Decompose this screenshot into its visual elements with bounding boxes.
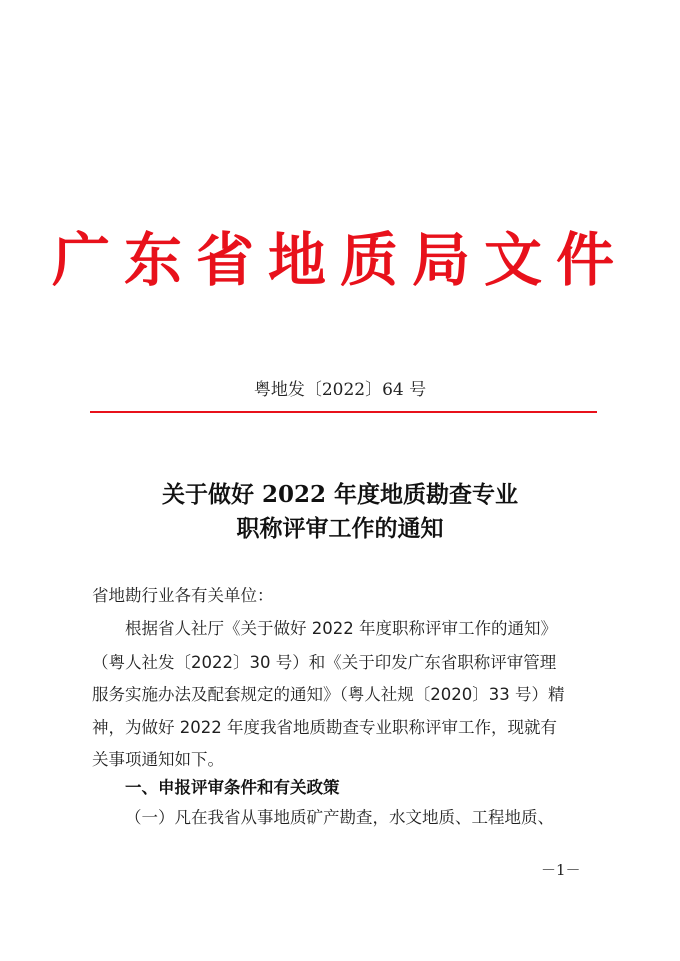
section-heading: 一、申报评审条件和有关政策: [125, 778, 340, 797]
salutation: 省地勘行业各有关单位：: [92, 586, 274, 605]
paragraph-line: 神，为做好 2022 年度我省地质勘查专业职称评审工作，现就有: [92, 718, 557, 737]
paragraph-line: 根据省人社厅《关于做好 2022 年度职称评审工作的通知》: [125, 619, 557, 638]
document-number: 粤地发〔2022〕64 号: [253, 380, 427, 400]
paragraph-line: （粤人社发〔2022〕30 号）和《关于印发广东省职称评审管理: [92, 653, 557, 672]
page-number: －1－: [541, 861, 581, 879]
notice-title-line-1: 关于做好 2022 年度地质勘查专业: [161, 481, 519, 508]
issuer-title: 广东省地质局文件: [51, 226, 628, 294]
red-divider-line: [90, 411, 597, 413]
paragraph-line: 服务实施办法及配套规定的通知》（粤人社规〔2020〕33 号）精: [92, 685, 565, 704]
section-first-line: （一）凡在我省从事地质矿产勘查，水文地质、工程地质、: [125, 808, 554, 827]
notice-title-line-2: 职称评审工作的通知: [236, 515, 444, 542]
paragraph-line: 关事项通知如下。: [92, 750, 224, 769]
